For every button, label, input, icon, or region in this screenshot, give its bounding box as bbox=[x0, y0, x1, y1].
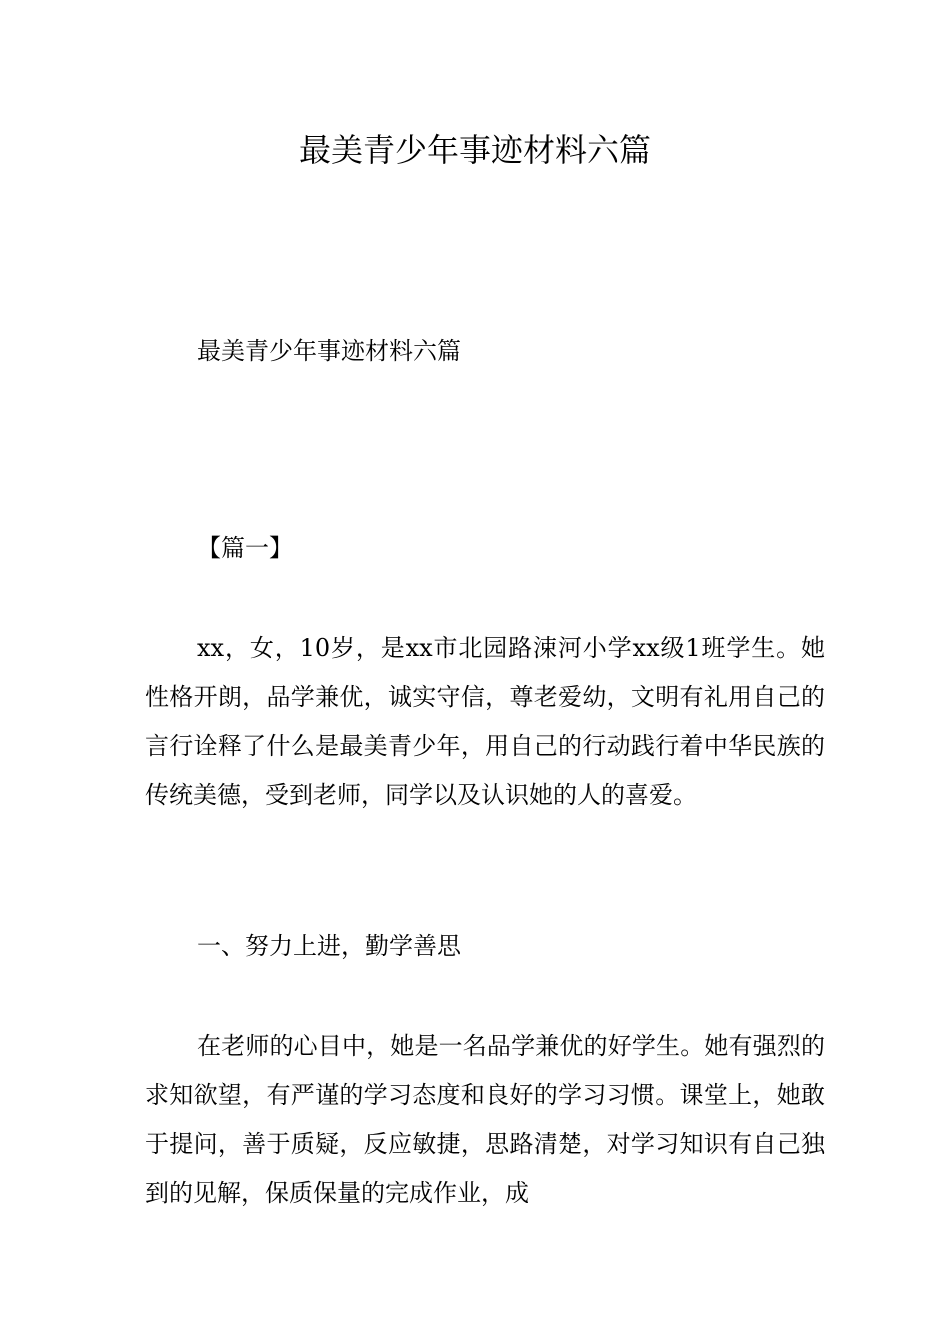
document-subtitle: 最美青少年事迹材料六篇 bbox=[197, 337, 461, 365]
section-heading: 【篇一】 bbox=[197, 534, 293, 562]
body-paragraph-intro: xx，女，10岁，是xx市北园路涑河小学xx级1班学生。她性格开朗，品学兼优，诚实守信，尊老爱幼，文明有礼用自己的言行诠释了什么是最美青少年，用自己的行动践行着中华民族的传统美德，受到老师，同学以及认识她的人的喜爱。 bbox=[145, 634, 825, 809]
document-title: 最美青少年事迹材料六篇 bbox=[298, 131, 651, 169]
body-paragraph-study: 在老师的心目中，她是一名品学兼优的好学生。她有强烈的求知欲望，有严谨的学习态度和良好的学习习惯。课堂上，她敢于提问，善于质疑，反应敏捷，思路清楚，对学习知识有自己独到的见解，保质保量的完成作业，成 bbox=[145, 1032, 825, 1207]
subsection-heading: 一、努力上进，勤学善思 bbox=[197, 932, 461, 960]
